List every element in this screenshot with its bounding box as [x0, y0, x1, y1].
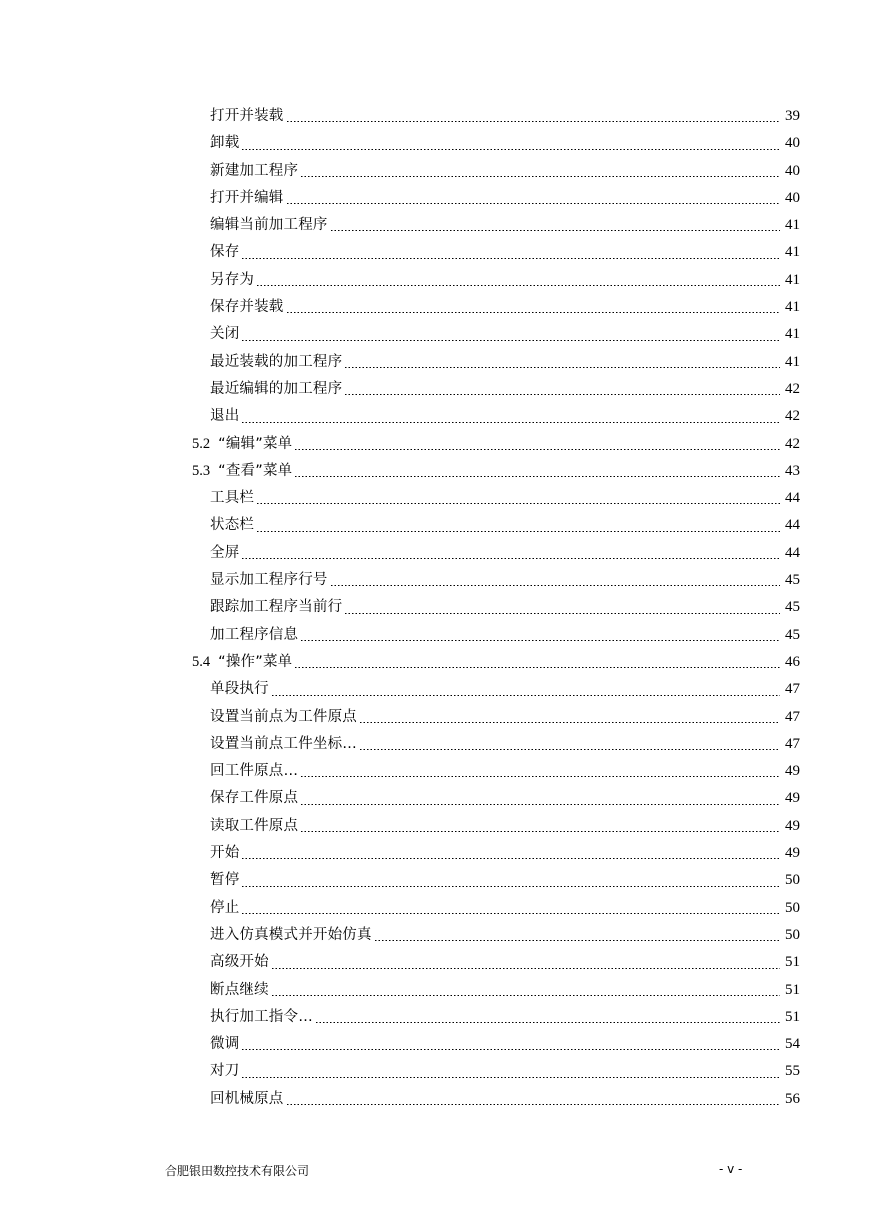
- toc-entry-title: 高级开始: [210, 954, 269, 971]
- dot-leader: [241, 149, 780, 150]
- dot-leader: [241, 258, 780, 259]
- dot-leader: [286, 121, 781, 122]
- toc-entry-title: 显示加工程序行号: [210, 572, 328, 589]
- toc-section-number: 5.4: [192, 653, 211, 670]
- toc-entry-title: 最近编辑的加工程序: [210, 380, 343, 397]
- toc-page-number: 44: [785, 517, 800, 534]
- toc-entry[interactable]: [0, 785, 869, 812]
- toc-entry[interactable]: [0, 458, 869, 485]
- toc-entry-title: 跟踪加工程序当前行: [210, 599, 343, 616]
- toc-entry[interactable]: [0, 103, 869, 130]
- toc-page-number: 45: [785, 626, 800, 643]
- toc-page-number: 50: [785, 926, 800, 943]
- dot-leader: [330, 230, 780, 231]
- toc-entry[interactable]: [0, 731, 869, 758]
- toc-page-number: 45: [785, 572, 800, 589]
- toc-page-number: 46: [785, 653, 800, 670]
- toc-entry-title: 加工程序信息: [210, 626, 299, 643]
- toc-entry[interactable]: [0, 267, 869, 294]
- toc-entry[interactable]: [0, 1004, 869, 1031]
- toc-entry-title: 断点继续: [210, 981, 269, 998]
- toc-page-number: 41: [785, 217, 800, 234]
- toc-page-number: 47: [785, 708, 800, 725]
- dot-leader: [241, 913, 780, 914]
- toc-entry[interactable]: [0, 840, 869, 867]
- dot-leader: [300, 640, 780, 641]
- toc-page-number: 42: [785, 435, 800, 452]
- toc-entry-title: 回机械原点: [210, 1090, 284, 1107]
- toc-entry-title: 打开并装载: [210, 108, 284, 124]
- toc-page-number: 41: [785, 299, 800, 316]
- toc-entry-title: 对刀: [210, 1063, 240, 1080]
- toc-entry-title: 编辑当前加工程序: [210, 217, 328, 234]
- dot-leader: [286, 203, 781, 204]
- toc-page-number: 55: [785, 1063, 800, 1080]
- toc-entry-title: “操作”菜单: [218, 653, 293, 670]
- toc-entry[interactable]: [0, 431, 869, 458]
- footer-page-number: - v -: [719, 1162, 743, 1176]
- dot-leader: [241, 1077, 780, 1078]
- toc-entry[interactable]: [0, 704, 869, 731]
- dot-leader: [256, 531, 780, 532]
- toc-entry-title: 微调: [210, 1036, 240, 1053]
- toc-entry-title: 另存为: [210, 271, 255, 288]
- toc-entry[interactable]: [0, 1031, 869, 1058]
- toc-entry[interactable]: [0, 1058, 869, 1085]
- toc-entry-title: “编辑”菜单: [218, 435, 293, 452]
- dot-leader: [241, 858, 780, 859]
- toc-entry[interactable]: [0, 403, 869, 430]
- toc-entry-title: 执行加工指令…: [210, 1008, 313, 1025]
- toc-page-number: 49: [785, 817, 800, 834]
- toc-page-number: 50: [785, 899, 800, 916]
- toc-entry-title: 停止: [210, 899, 240, 916]
- toc-entry[interactable]: [0, 239, 869, 266]
- toc-entry[interactable]: [0, 130, 869, 157]
- toc-entry-title: 保存并装载: [210, 299, 284, 316]
- toc-entry[interactable]: [0, 321, 869, 348]
- dot-leader: [286, 1104, 781, 1105]
- toc-page-number: 47: [785, 735, 800, 752]
- toc-entry[interactable]: [0, 676, 869, 703]
- toc-entry-title: 单段执行: [210, 681, 269, 698]
- toc-entry[interactable]: [0, 649, 869, 676]
- dot-leader: [330, 585, 780, 586]
- toc-page-number: 50: [785, 872, 800, 889]
- dot-leader: [241, 886, 780, 887]
- table-of-contents: [0, 103, 869, 1113]
- dot-leader: [256, 503, 780, 504]
- toc-entry[interactable]: [0, 867, 869, 894]
- dot-leader: [241, 558, 780, 559]
- toc-entry[interactable]: [0, 758, 869, 785]
- dot-leader: [374, 940, 780, 941]
- toc-entry[interactable]: [0, 949, 869, 976]
- toc-entry-title: 全屏: [210, 544, 240, 561]
- toc-page-number: 44: [785, 490, 800, 507]
- toc-entry[interactable]: [0, 512, 869, 539]
- toc-page-number: 51: [785, 1008, 800, 1025]
- toc-entry-title: 最近装载的加工程序: [210, 353, 343, 370]
- dot-leader: [300, 831, 780, 832]
- toc-page-number: 41: [785, 271, 800, 288]
- dot-leader: [344, 394, 780, 395]
- dot-leader: [300, 176, 780, 177]
- toc-entry[interactable]: [0, 158, 869, 185]
- dot-leader: [359, 749, 780, 750]
- dot-leader: [294, 476, 780, 477]
- toc-entry-title: 新建加工程序: [210, 162, 299, 179]
- toc-entry-title: 关闭: [210, 326, 240, 343]
- dot-leader: [271, 968, 780, 969]
- toc-entry-title: 暂停: [210, 872, 240, 889]
- dot-leader: [271, 695, 780, 696]
- toc-entry-title: 工具栏: [210, 490, 255, 507]
- toc-page-number: 51: [785, 981, 800, 998]
- toc-page-number: 43: [785, 462, 800, 479]
- dot-leader: [294, 667, 780, 668]
- toc-entry[interactable]: [0, 922, 869, 949]
- toc-page-number: 44: [785, 544, 800, 561]
- toc-entry-title: 开始: [210, 845, 240, 862]
- toc-page-number: 40: [785, 189, 800, 206]
- dot-leader: [300, 804, 780, 805]
- toc-page-number: 42: [785, 408, 800, 425]
- toc-entry-title: 保存工件原点: [210, 790, 299, 807]
- dot-leader: [300, 776, 780, 777]
- toc-page-number: 49: [785, 790, 800, 807]
- toc-entry[interactable]: [0, 567, 869, 594]
- dot-leader: [271, 995, 780, 996]
- dot-leader: [241, 422, 780, 423]
- dot-leader: [241, 1049, 780, 1050]
- toc-page-number: 41: [785, 353, 800, 370]
- toc-entry[interactable]: [0, 895, 869, 922]
- toc-page-number: 40: [785, 162, 800, 179]
- toc-section-number: 5.3: [192, 462, 211, 479]
- toc-page-number: 51: [785, 954, 800, 971]
- toc-entry-title: 设置当前点工件坐标…: [210, 735, 357, 752]
- toc-page-number: 49: [785, 763, 800, 780]
- toc-entry-title: 状态栏: [210, 517, 255, 534]
- toc-page-number: 42: [785, 380, 800, 397]
- toc-page-number: 41: [785, 244, 800, 261]
- dot-leader: [256, 285, 780, 286]
- dot-leader: [286, 312, 781, 313]
- toc-entry[interactable]: [0, 185, 869, 212]
- toc-entry[interactable]: [0, 1086, 869, 1113]
- toc-page-number: 56: [785, 1090, 800, 1107]
- toc-entry-title: 保存: [210, 244, 240, 261]
- toc-entry[interactable]: [0, 294, 869, 321]
- toc-entry-title: “查看”菜单: [218, 462, 293, 479]
- toc-entry[interactable]: [0, 485, 869, 512]
- dot-leader: [241, 340, 780, 341]
- toc-entry[interactable]: [0, 594, 869, 621]
- footer-company: 合肥银田数控技术有限公司: [165, 1164, 310, 1178]
- toc-entry[interactable]: [0, 540, 869, 567]
- toc-page-number: 41: [785, 326, 800, 343]
- toc-entry[interactable]: [0, 212, 869, 239]
- toc-entry-title: 设置当前点为工件原点: [210, 708, 357, 725]
- dot-leader: [344, 367, 780, 368]
- toc-entry-title: 卸载: [210, 135, 240, 152]
- toc-entry-title: 回工件原点…: [210, 763, 299, 780]
- toc-entry[interactable]: [0, 813, 869, 840]
- toc-section-number: 5.2: [192, 435, 211, 452]
- toc-entry-title: 退出: [210, 408, 240, 425]
- dot-leader: [294, 449, 780, 450]
- toc-page-number: 47: [785, 681, 800, 698]
- toc-entry[interactable]: [0, 376, 869, 403]
- dot-leader: [315, 1022, 780, 1023]
- toc-page-number: 40: [785, 135, 800, 152]
- toc-entry-title: 读取工件原点: [210, 817, 299, 834]
- toc-page-number: 54: [785, 1036, 800, 1053]
- dot-leader: [359, 722, 780, 723]
- toc-entry[interactable]: [0, 622, 869, 649]
- toc-entry[interactable]: [0, 349, 869, 376]
- toc-page-number: 49: [785, 845, 800, 862]
- toc-entry-title: 进入仿真模式并开始仿真: [210, 926, 372, 943]
- toc-page-number: 39: [785, 108, 800, 124]
- toc-entry[interactable]: [0, 977, 869, 1004]
- dot-leader: [344, 613, 780, 614]
- toc-entry-title: 打开并编辑: [210, 189, 284, 206]
- toc-page-number: 45: [785, 599, 800, 616]
